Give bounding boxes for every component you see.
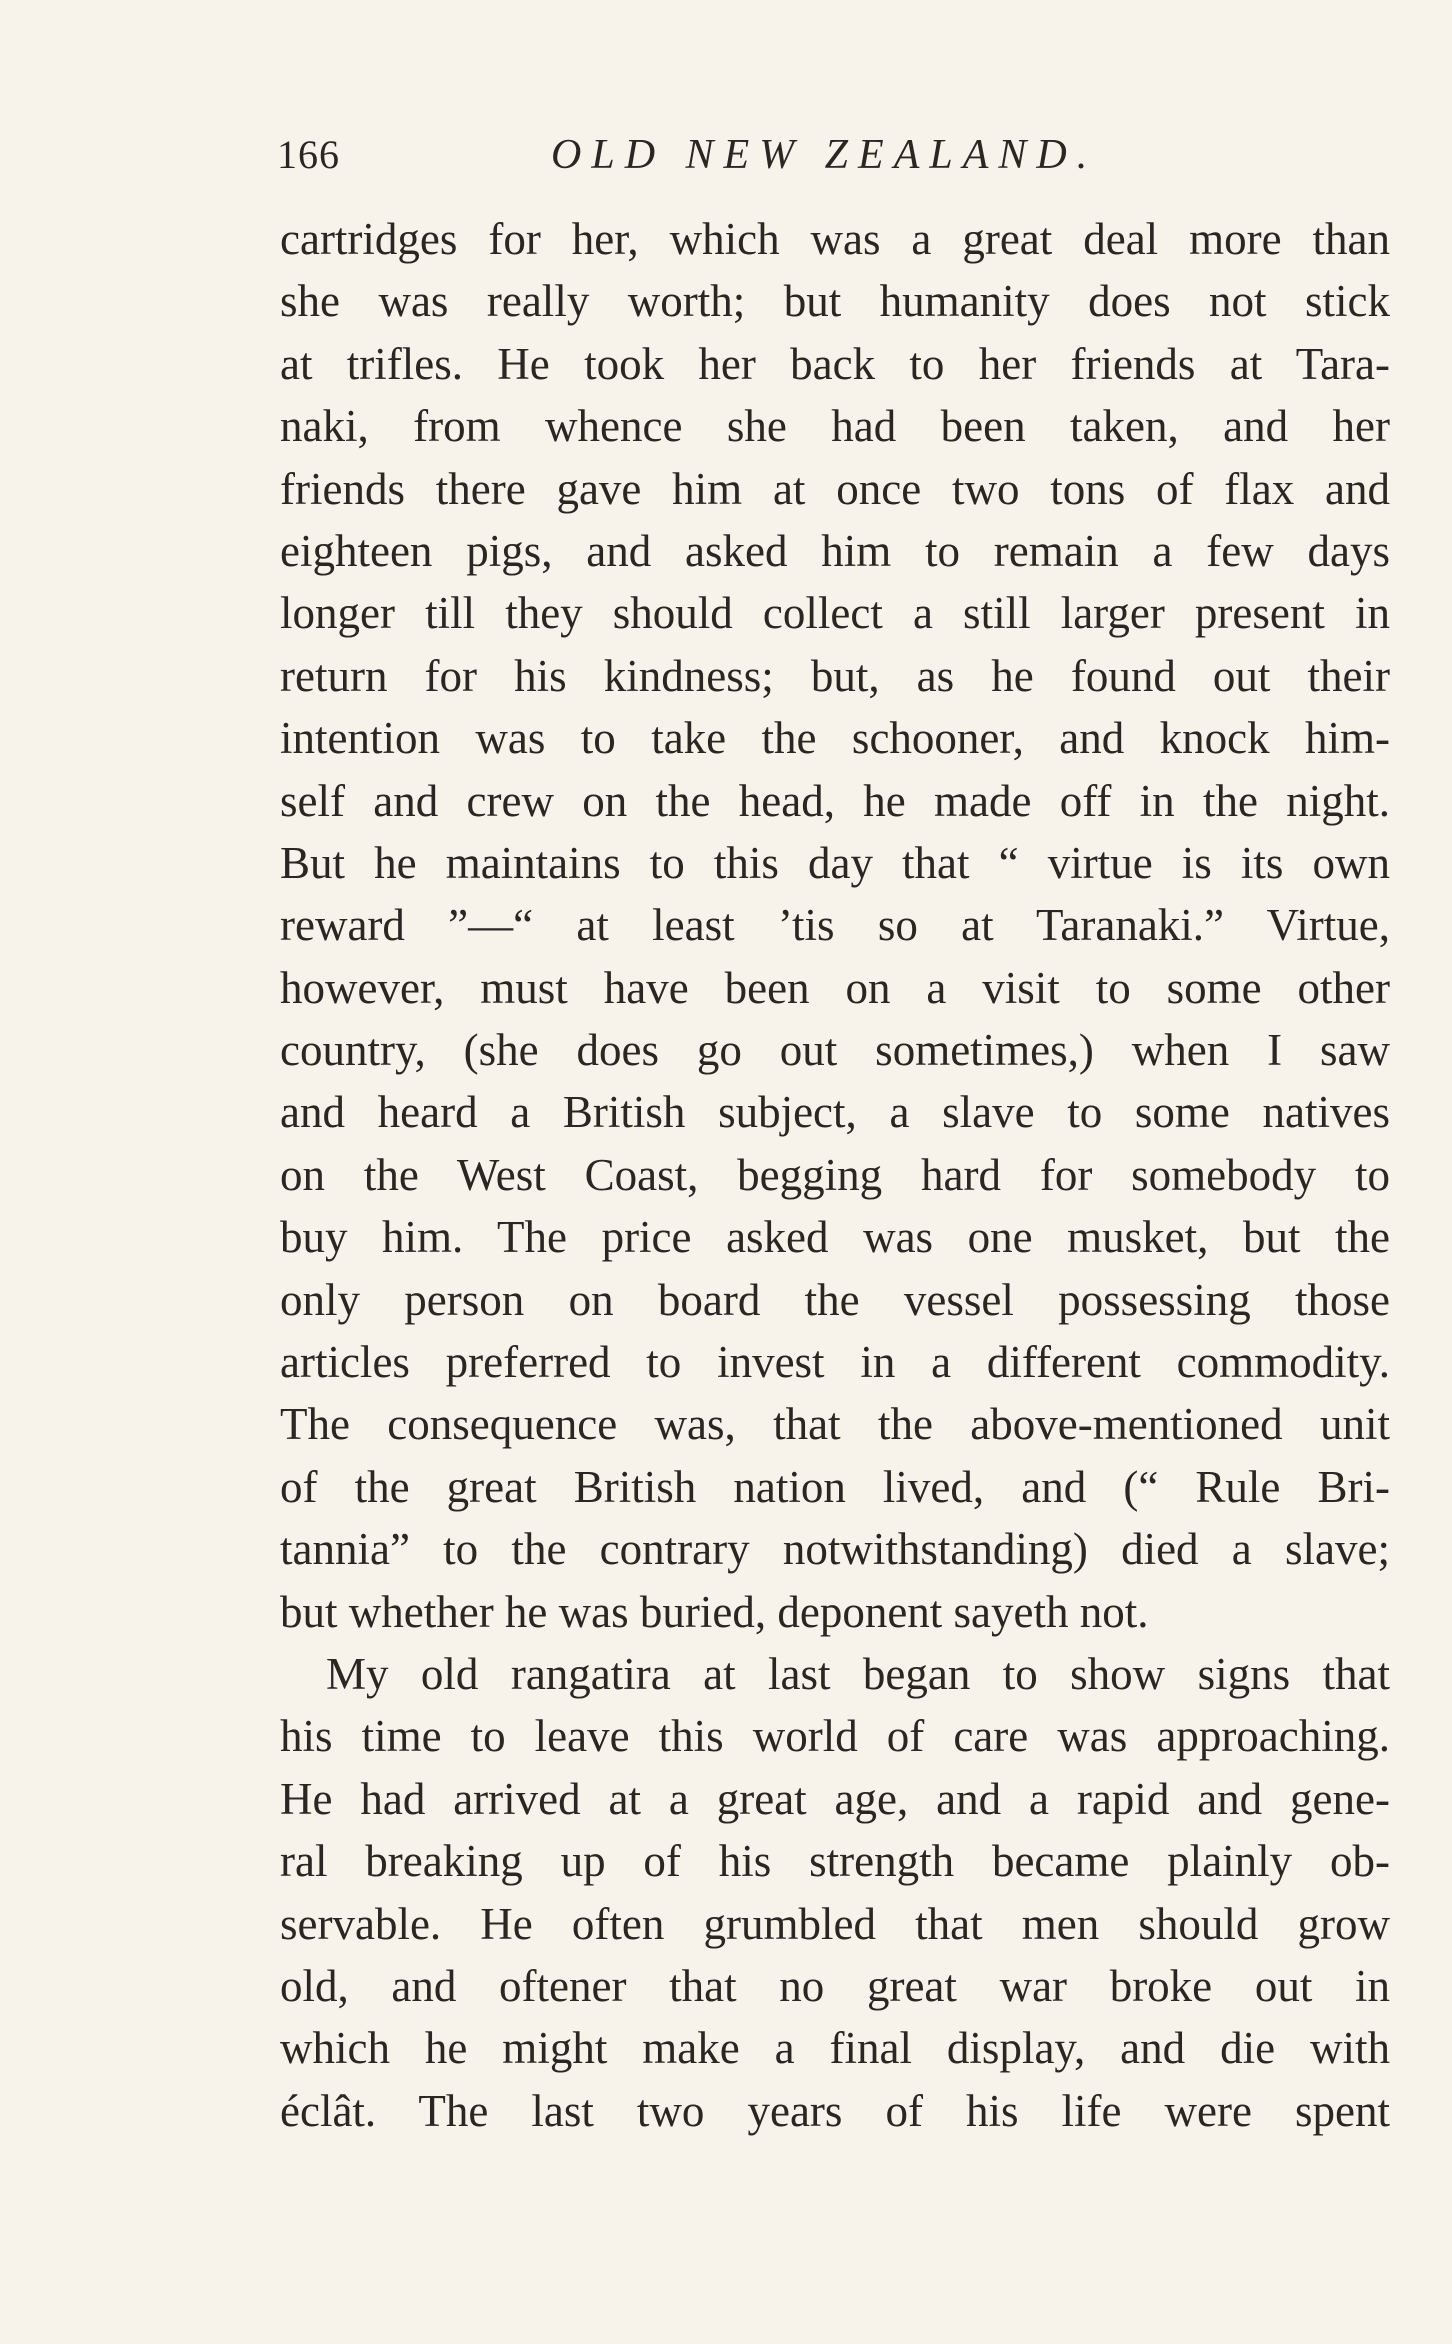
text-line: country, (she does go out sometimes,) when I saw (280, 1025, 1390, 1076)
body-text (280, 208, 1390, 2142)
text-line: his time to leave this world of care was approaching. (280, 1711, 1390, 1762)
text-line: The consequence was, that the above-mentioned unit (280, 1399, 1390, 1450)
text-line: servable. He often grumbled that men should grow (280, 1898, 1390, 1949)
text-line: only person on board the vessel possessing those (280, 1274, 1390, 1325)
text-line: eighteen pigs, and asked him to remain a few days (280, 525, 1390, 576)
text-line: éclât. The last two years of his life were spent (280, 2085, 1390, 2136)
text-line: which he might make a final display, and die with (280, 2023, 1390, 2074)
text-line: tannia” to the contrary notwithstanding) died a slave; (280, 1524, 1390, 1575)
text-line: articles preferred to invest in a different commodity. (280, 1337, 1390, 1388)
text-line: reward ”—“ at least ’tis so at Taranaki.” Virtue, (280, 900, 1390, 951)
text-line: buy him. The price asked was one musket, but the (280, 1212, 1390, 1263)
text-line: but whether he was buried, deponent sayeth not. (280, 1586, 1149, 1637)
text-line: she was really worth; but humanity does not stick (280, 276, 1390, 327)
text-line: on the West Coast, begging hard for somebody to (280, 1149, 1390, 1200)
text-line: But he maintains to this day that “ virtue is its own (280, 837, 1390, 888)
text-line: however, must have been on a visit to some other (280, 962, 1390, 1013)
text-line: intention was to take the schooner, and knock him- (280, 713, 1390, 764)
page-header (277, 128, 1377, 182)
text-line: at trifles. He took her back to her friends at Tara- (280, 338, 1390, 389)
running-title: OLD NEW ZEALAND. (551, 132, 1098, 178)
text-line: longer till they should collect a still larger present in (280, 588, 1390, 639)
text-line: self and crew on the head, he made off in the night. (280, 775, 1390, 826)
text-line: ral breaking up of his strength became plainly ob- (280, 1836, 1390, 1887)
text-line: return for his kindness; but, as he found out their (280, 650, 1390, 701)
text-line: My old rangatira at last began to show signs that (326, 1648, 1390, 1699)
text-line: and heard a British subject, a slave to some natives (280, 1087, 1390, 1138)
text-line: He had arrived at a great age, and a rapid and gene- (280, 1773, 1390, 1824)
text-line: friends there gave him at once two tons of flax and (280, 463, 1390, 514)
text-line: naki, from whence she had been taken, and her (280, 401, 1390, 452)
page-number: 166 (277, 132, 340, 177)
text-line: of the great British nation lived, and (“ Rule Bri- (280, 1461, 1390, 1512)
text-line: old, and oftener that no great war broke out in (280, 1960, 1390, 2011)
text-line: cartridges for her, which was a great deal more than (280, 214, 1390, 264)
